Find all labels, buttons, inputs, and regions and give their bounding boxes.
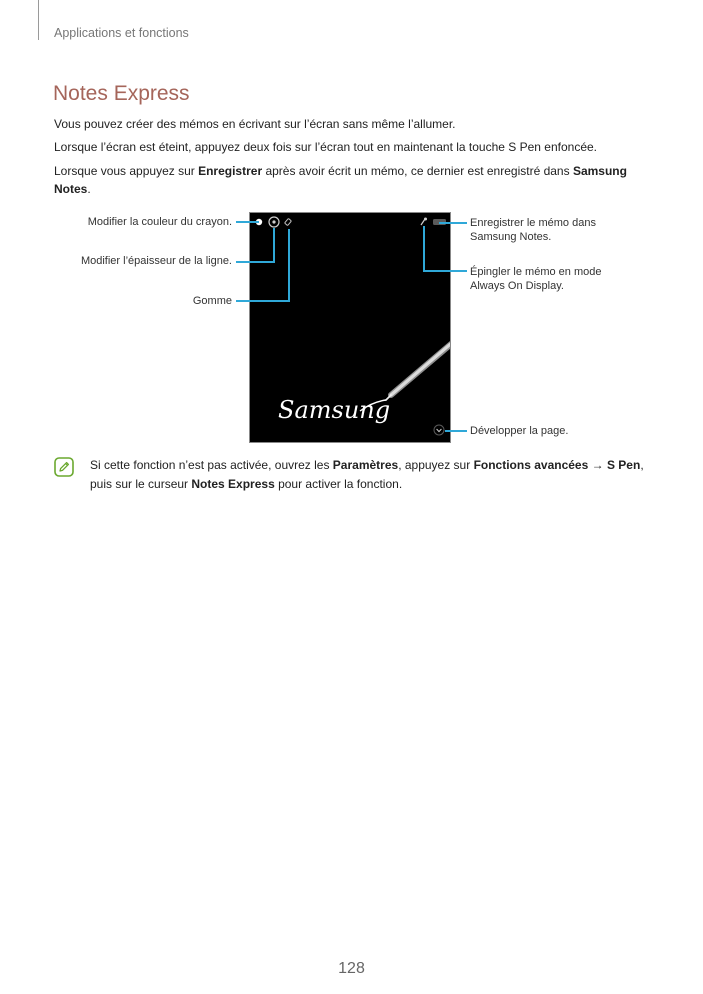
section-header: Applications et fonctions [54,26,189,40]
samsung-notes-keyword: Samsung Notes [54,164,627,196]
leader-save-memo [439,222,467,224]
leader-pen-color [236,221,259,223]
leader-expand-page [445,430,467,432]
callout-pin-memo: Épingler le mémo en mode Always On Display. [470,266,602,292]
save-keyword: Enregistrer [198,164,263,178]
s-pen-keyword: S Pen [606,458,641,472]
advanced-features-keyword: Fonctions avancées [473,458,589,472]
handwritten-samsung: Samsung [278,396,391,424]
save-paragraph: Lorsque vous appuyez sur Enregistrer après avoir écrit un mémo, ce dernier est enregistré dans Samsung Notes. [54,164,627,196]
chevron-down-icon [437,429,442,432]
notes-express-keyword: Notes Express [191,477,275,491]
screen-off-paragraph: Lorsque l’écran est éteint, appuyez deux fois sur l’écran tout en maintenant la touche S Pen enfoncée. [54,140,598,154]
note-pencil-icon [54,457,74,477]
callout-expand-page: Développer la page. [470,425,569,437]
page-number: 128 [338,960,365,977]
s-pen-stylus-icon [391,314,450,395]
callout-save-memo: Enregistrer le mémo dans Samsung Notes. [470,217,596,243]
page-title: Notes Express [53,82,190,105]
leader-pin-memo-v [423,226,425,272]
leader-line-thickness-h [236,261,275,263]
leader-eraser-v [288,229,290,302]
eraser-icon [285,218,292,225]
callout-line-thickness: Modifier l’épaisseur de la ligne. [80,255,232,267]
leader-pin-memo-h [423,270,467,272]
line-thickness-dot [272,220,275,223]
expand-page-button [434,425,444,435]
memo-screen-artwork [250,213,450,442]
callout-eraser: Gomme [192,295,232,307]
leader-eraser-h [236,300,290,302]
pin-icon [421,218,427,226]
leader-line-thickness-v [273,228,275,263]
settings-keyword: Paramètres [332,458,399,472]
screen-off-memo-screen [249,212,451,443]
note-text: Si cette fonction n’est pas activée, ouvrez les Paramètres, appuyez sur Fonctions avancées → S Pen, puis sur le curseur Notes Express pour activer la fonction. [90,458,644,491]
header-rule [38,0,39,40]
intro-paragraph: Vous pouvez créer des mémos en écrivant sur l’écran sans même l’allumer. [54,117,456,131]
callout-pen-color: Modifier la couleur du crayon. [87,216,232,228]
